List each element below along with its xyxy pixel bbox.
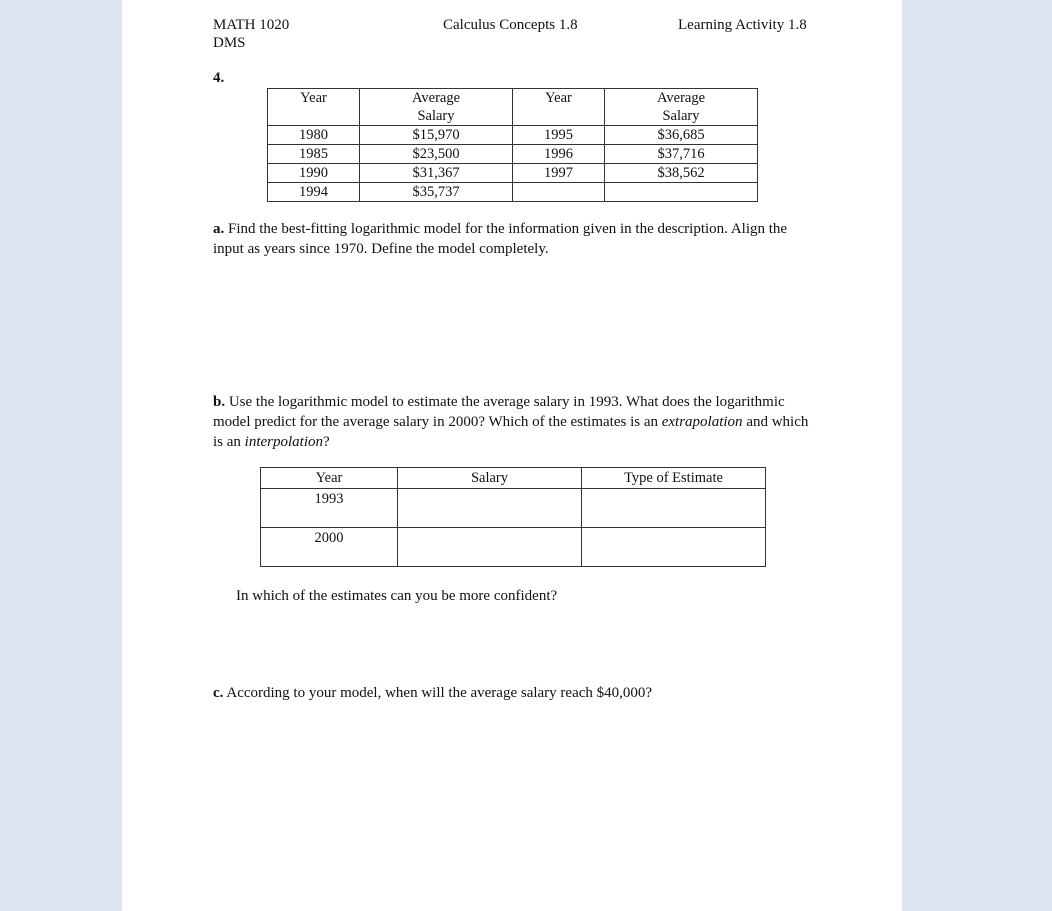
year-cell: 1990 <box>268 164 360 183</box>
salary-cell: $36,685 <box>605 126 758 145</box>
table-row <box>268 164 758 183</box>
estimate-header-type: Type of Estimate <box>582 468 766 489</box>
activity-title: Learning Activity 1.8 <box>678 17 807 33</box>
estimate-salary-cell <box>398 489 582 528</box>
part-b-question <box>213 392 813 452</box>
year-cell: 1994 <box>268 183 360 202</box>
salary-cell: $31,367 <box>360 164 513 183</box>
confidence-question: In which of the estimates can you be more confident? <box>236 588 558 604</box>
estimate-header-row <box>261 468 766 489</box>
table-row <box>268 126 758 145</box>
estimate-year-cell: 1993 <box>261 489 398 528</box>
part-b-em-extrapolation: extrapolation <box>661 414 743 430</box>
part-b-label: b. <box>213 394 226 410</box>
year-cell: 1995 <box>513 126 605 145</box>
table-row <box>268 183 758 202</box>
topic-title: Calculus Concepts 1.8 <box>443 17 578 33</box>
year-cell: 1985 <box>268 145 360 164</box>
department: DMS <box>213 35 246 51</box>
salary-cell: $15,970 <box>360 126 513 145</box>
estimate-table <box>260 467 766 567</box>
table-row <box>261 489 766 528</box>
table-row <box>261 528 766 567</box>
part-a-label: a. <box>213 221 225 237</box>
salary-data-table <box>267 88 758 202</box>
estimate-header-salary: Salary <box>398 468 582 489</box>
estimate-type-cell <box>582 489 766 528</box>
year-cell: 1996 <box>513 145 605 164</box>
part-c-text: According to your model, when will the average salary reach $40,000? <box>226 685 653 701</box>
estimate-type-cell <box>582 528 766 567</box>
worksheet-page <box>122 0 902 911</box>
salary-cell <box>605 183 758 202</box>
salary-cell: $35,737 <box>360 183 513 202</box>
salary-cell: $37,716 <box>605 145 758 164</box>
estimate-header-year: Year <box>261 468 398 489</box>
course-code: MATH 1020 <box>213 17 290 33</box>
year-cell: 1997 <box>513 164 605 183</box>
header-year: Year <box>513 89 605 126</box>
year-cell <box>513 183 605 202</box>
part-b-text-1: Use the logarithmic model to estimate the average salary in 1993. What does the logarithmic model predict for the average salary in 2000? Which of the estimates is an <box>213 394 785 430</box>
part-a-text: Find the best-fitting logarithmic model for the information given in the description. Align the input as years since 1970. Define the model completely. <box>213 221 788 257</box>
header-year: Year <box>268 89 360 126</box>
header-average-salary: Average Salary <box>605 89 758 126</box>
estimate-year-cell: 2000 <box>261 528 398 567</box>
salary-cell: $38,562 <box>605 164 758 183</box>
table-header-row <box>268 89 758 126</box>
estimate-salary-cell <box>398 528 582 567</box>
problem-number: 4. <box>213 70 225 86</box>
salary-cell: $23,500 <box>360 145 513 164</box>
part-c-question <box>213 683 813 703</box>
part-b-em-interpolation: interpolation <box>244 434 324 450</box>
table-row <box>268 145 758 164</box>
part-c-label: c. <box>213 685 224 701</box>
year-cell: 1980 <box>268 126 360 145</box>
part-a-question <box>213 219 813 259</box>
header-average-salary: Average Salary <box>360 89 513 126</box>
part-b-text-3: ? <box>323 434 330 450</box>
part-b-text-2: and which is an <box>213 414 809 450</box>
